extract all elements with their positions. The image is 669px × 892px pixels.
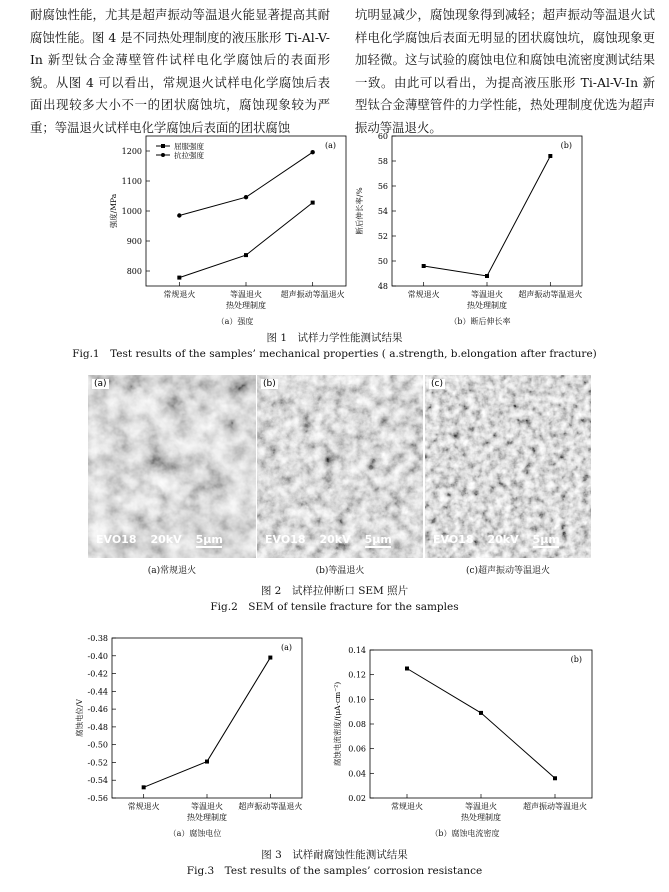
- fig3-caption-zh: 图 3 试样耐腐蚀性能测试结果: [261, 849, 408, 861]
- fig2b-caption: (b)等温退火: [315, 566, 365, 576]
- data-point: [311, 201, 315, 205]
- data-point: [177, 276, 181, 280]
- series-line: [179, 152, 312, 215]
- sem-texture-c: [425, 375, 591, 558]
- sem-footer-b: [265, 533, 405, 548]
- x-tick-label: 超声振动等温退火: [238, 802, 303, 811]
- sem-voltage-b: 20kV: [319, 533, 351, 546]
- x-tick-label: 常规退火: [391, 802, 423, 811]
- sem-label-c: (c): [431, 379, 443, 389]
- x-tick-label: 常规退火: [163, 290, 196, 299]
- chart-corrosion-potential: [62, 628, 310, 826]
- y-tick-label: 1100: [121, 177, 142, 186]
- y-tick-label: 50: [377, 257, 388, 266]
- data-point: [548, 154, 552, 158]
- y-tick-label: 52: [377, 232, 388, 241]
- fig2c-caption: (c)超声振动等温退火: [465, 566, 551, 576]
- y-axis-label: 腐蚀电位/V: [75, 699, 84, 737]
- x-tick-label: 常规退火: [127, 802, 160, 811]
- data-point: [405, 667, 409, 671]
- y-tick-label: -0.42: [87, 669, 108, 679]
- fig2-caption-en: Fig.2 SEM of tensile fracture for the samples: [210, 601, 459, 613]
- y-tick-label: -0.40: [87, 651, 108, 661]
- x-tick-label: 超声振动等温退火: [518, 290, 583, 299]
- legend-marker: [161, 144, 165, 148]
- fig2-caption-zh: 图 2 试样拉伸断口 SEM 照片: [260, 585, 409, 597]
- data-point: [310, 150, 314, 154]
- x-axis-label: 热处理制度: [187, 813, 227, 822]
- data-point: [177, 213, 181, 217]
- fig1a-caption: （a）强度: [216, 317, 254, 326]
- series-line: [179, 203, 312, 278]
- fig2a-caption: (a)常规退火: [147, 566, 197, 576]
- sem-scale-b: 5μm: [364, 533, 392, 546]
- y-tick-label: -0.44: [87, 687, 108, 697]
- y-tick-label: 0.14: [348, 646, 366, 655]
- chart-elongation: [352, 128, 592, 320]
- data-point: [244, 195, 248, 199]
- x-axis-label: 热处理制度: [226, 301, 266, 310]
- sem-label-a: (a): [94, 379, 107, 389]
- sem-voltage-a: 20kV: [150, 533, 182, 546]
- sem-footer-a: [96, 533, 236, 548]
- paragraph-right: 坑明显减少，腐蚀现象得到减轻；超声振动等温退火试样电化学腐蚀后表面无明显的团状腐蚀坑，腐蚀现象更加轻微。这与试验的腐蚀电位和腐蚀电流密度测试结果一致。由此可以看出，为提高液压胀形 Ti-Al-V-In 新型钛合金薄壁管件的力学性能，热处理制度优选为超声振动等温退火。: [355, 7, 655, 135]
- data-point: [205, 760, 209, 764]
- sem-texture-a: [88, 375, 256, 558]
- y-axis-label: 强度/MPa: [109, 193, 118, 229]
- panel-label: (a): [324, 141, 336, 150]
- y-tick-label: -0.46: [87, 705, 108, 715]
- y-tick-label: -0.52: [87, 758, 108, 768]
- sem-image-c: [425, 375, 591, 558]
- x-axis-label: 热处理制度: [461, 813, 501, 822]
- fig1b-caption: （b）断后伸长率: [449, 317, 511, 326]
- legend-marker: [161, 153, 165, 157]
- sem-image-b: [257, 375, 423, 558]
- sem-instrument-a: EVO18: [96, 533, 137, 546]
- data-point: [422, 264, 426, 268]
- x-tick-label: 等温退火: [230, 290, 262, 299]
- y-tick-label: 1000: [121, 207, 142, 216]
- sem-instrument-c: EVO18: [433, 533, 474, 546]
- x-tick-label: 常规退火: [407, 290, 440, 299]
- sem-footer-c: [433, 533, 573, 548]
- data-point: [553, 776, 557, 780]
- y-tick-label: 0.10: [348, 695, 366, 705]
- sem-scale-c: 5μm: [532, 533, 560, 546]
- sem-texture-b: [257, 375, 423, 558]
- x-tick-label: 等温退火: [191, 802, 223, 811]
- y-tick-label: -0.54: [87, 776, 108, 786]
- sem-label-b: (b): [263, 379, 276, 389]
- x-tick-label: 超声振动等温退火: [280, 290, 345, 299]
- chart-strength: [98, 128, 354, 320]
- chart-corrosion-current: [312, 628, 602, 826]
- y-tick-label: 54: [377, 207, 388, 216]
- body-text-left: [30, 4, 330, 139]
- plot-frame: [112, 638, 302, 798]
- sem-instrument-b: EVO18: [265, 533, 306, 546]
- fig3-caption-en: Fig.3 Test results of the samples’ corrosion resistance: [186, 865, 483, 877]
- plot-frame: [392, 136, 582, 286]
- y-tick-label: 0.12: [348, 670, 366, 680]
- x-axis-label: 热处理制度: [467, 301, 507, 310]
- fig1-caption-zh: 图 1 试样力学性能测试结果: [266, 332, 403, 344]
- y-tick-label: -0.38: [87, 634, 108, 643]
- y-axis-label: 腐蚀电流密度/(μA·cm⁻²): [333, 681, 342, 767]
- paragraph-left: 耐腐蚀性能，尤其是超声振动等温退火能显著提高其耐腐蚀性能。图 4 是不同热处理制度的液压胀形 Ti-Al-V-In 新型钛合金薄壁管件试样电化学腐蚀后的表面形貌。从图 4 可以看出，常规退火试样电化学腐蚀后表面出现较多大小不一的团状腐蚀坑，腐蚀现象较为严重；等温退火试样电化学腐蚀后表面的团状腐蚀: [30, 7, 330, 135]
- x-tick-label: 等温退火: [471, 290, 503, 299]
- x-tick-label: 等温退火: [465, 802, 497, 811]
- y-tick-label: 0.08: [348, 720, 366, 729]
- data-point: [485, 274, 489, 278]
- body-text-right: [355, 4, 655, 139]
- panel-label: (a): [280, 643, 292, 652]
- y-tick-label: 0.06: [348, 744, 366, 754]
- series-line: [424, 156, 551, 276]
- y-tick-label: -0.56: [87, 794, 108, 803]
- y-tick-label: 48: [377, 282, 388, 291]
- data-point: [142, 785, 146, 789]
- sem-image-a: [88, 375, 256, 558]
- legend-label: 抗拉强度: [174, 151, 204, 160]
- panel-label: (b): [570, 655, 582, 664]
- y-tick-label: 58: [377, 157, 388, 166]
- data-point: [268, 656, 272, 660]
- sem-scale-a: 5μm: [195, 533, 223, 546]
- x-tick-label: 超声振动等温退火: [523, 802, 587, 811]
- plot-frame: [370, 650, 592, 798]
- y-tick-label: -0.48: [87, 722, 108, 732]
- fig3a-caption: （a）腐蚀电位: [168, 829, 222, 838]
- sem-voltage-c: 20kV: [487, 533, 519, 546]
- panel-label: (b): [560, 141, 572, 150]
- legend-label: 屈服强度: [174, 142, 204, 151]
- data-point: [479, 711, 483, 715]
- fig1-caption-en: Fig.1 Test results of the samples’ mechanical properties ( a.strength, b.elongation after fracture): [72, 348, 597, 360]
- y-tick-label: 56: [377, 182, 388, 191]
- y-tick-label: 0.02: [348, 794, 366, 803]
- series-line: [144, 658, 271, 788]
- y-tick-label: 60: [377, 132, 388, 141]
- y-tick-label: -0.50: [87, 740, 108, 750]
- y-tick-label: 900: [126, 237, 142, 246]
- fig3b-caption: （b）腐蚀电流密度: [430, 829, 500, 838]
- y-tick-label: 0.04: [348, 769, 366, 779]
- y-tick-label: 1200: [121, 147, 142, 156]
- series-line: [407, 669, 555, 779]
- data-point: [244, 253, 248, 257]
- y-tick-label: 800: [126, 267, 142, 276]
- y-axis-label: 断后伸长率/%: [355, 187, 364, 235]
